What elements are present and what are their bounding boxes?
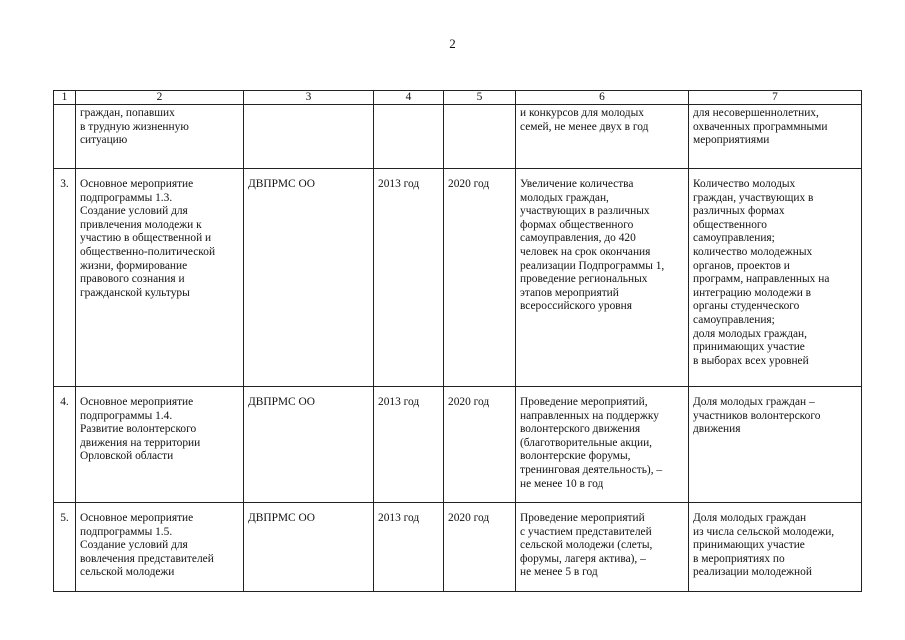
table-row [54, 503, 862, 592]
column-number: 4 [374, 91, 444, 105]
indicator-cell: Количество молодых граждан, участвующих в различных формах общественного самоуправления; количество молодежных органов, проектов и программ, направленных на интеграцию молодежи в органы студенческого самоуправления; доля молодых граждан, принимающих участие в выборах всех уровней [689, 169, 862, 387]
column-number: 1 [54, 91, 76, 105]
table-row-continuation [54, 105, 862, 169]
program-events-table [53, 90, 862, 592]
event-cell: Основное мероприятие подпрограммы 1.3. Создание условий для привлечения молодежи к участию в общественной и общественно-политической жизни, формирование правового сознания и гражданской культуры [76, 169, 244, 387]
expected-result-cell: и конкурсов для молодых семей, не менее двух в год [516, 105, 689, 169]
row-number-cell: 3. [54, 169, 76, 387]
row-number-cell [54, 105, 76, 169]
row-number-cell: 5. [54, 503, 76, 592]
indicator-cell: Доля молодых граждан из числа сельской молодежи, принимающих участие в мероприятиях по реализации молодежной [689, 503, 862, 592]
expected-result-cell: Проведение мероприятий, направленных на поддержку волонтерского движения (благотворительные акции, волонтерские форумы, тренинговая деятельность), – не менее 10 в год [516, 387, 689, 503]
executor-cell: ДВПРМС ОО [244, 169, 374, 387]
indicator-cell: для несовершеннолетних, охваченных программными мероприятиями [689, 105, 862, 169]
table-row [54, 169, 862, 387]
end-year-cell [444, 105, 516, 169]
column-number: 6 [516, 91, 689, 105]
start-year-cell: 2013 год [374, 169, 444, 387]
indicator-cell: Доля молодых граждан – участников волонтерского движения [689, 387, 862, 503]
column-number-row [54, 91, 862, 105]
end-year-cell: 2020 год [444, 503, 516, 592]
executor-cell: ДВПРМС ОО [244, 387, 374, 503]
start-year-cell [374, 105, 444, 169]
event-cell: Основное мероприятие подпрограммы 1.5. Создание условий для вовлечения представителей сельской молодежи [76, 503, 244, 592]
column-number: 3 [244, 91, 374, 105]
start-year-cell: 2013 год [374, 387, 444, 503]
expected-result-cell: Проведение мероприятий с участием представителей сельской молодежи (слеты, форумы, лагеря актива), – не менее 5 в год [516, 503, 689, 592]
end-year-cell: 2020 год [444, 169, 516, 387]
expected-result-cell: Увеличение количества молодых граждан, участвующих в различных формах общественного самоуправления, до 420 человек на срок окончания реализации Подпрограммы 1, проведение региональных этапов мероприятий всероссийского уровня [516, 169, 689, 387]
event-cell: граждан, попавших в трудную жизненную ситуацию [76, 105, 244, 169]
table-row [54, 387, 862, 503]
executor-cell [244, 105, 374, 169]
end-year-cell: 2020 год [444, 387, 516, 503]
column-number: 7 [689, 91, 862, 105]
event-cell: Основное мероприятие подпрограммы 1.4. Развитие волонтерского движения на территории Орловской области [76, 387, 244, 503]
executor-cell: ДВПРМС ОО [244, 503, 374, 592]
row-number-cell: 4. [54, 387, 76, 503]
column-number: 5 [444, 91, 516, 105]
start-year-cell: 2013 год [374, 503, 444, 592]
column-number: 2 [76, 91, 244, 105]
page-number: 2 [449, 36, 456, 51]
